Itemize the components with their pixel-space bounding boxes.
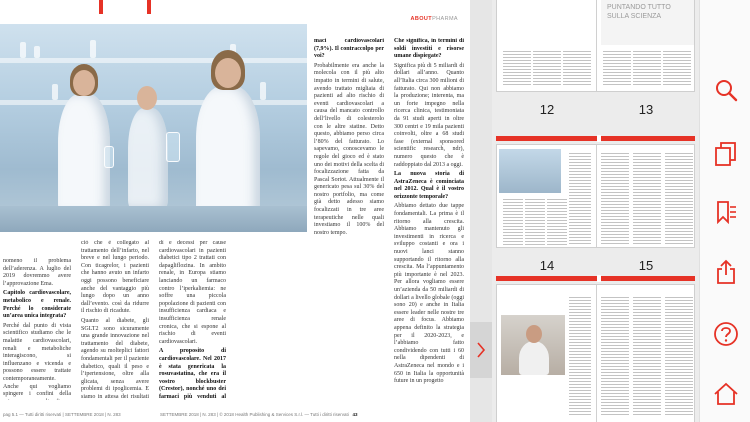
article-column: maci cardiovascolari (7,9%). Il contraccolpo per voi? Probabilmente era anche la molecola con il più alto impatto in termini di salute, avendo trattato migliaia di pazienti ad alto rischio di eventi cardiovascolari a causa del mancato controllo dell’livello di colesterolo con le altre statine. Detto questo, abbiamo perso circa l’80% del fatturato. Lo sapevamo, conoscevamo le regole del gioco ed è stato uno dei motivi della scelta di focalizzazione fatta da Pascal Soriot. Attualmente il genericato pesa sul 30% del nostro portfolio, ma come già detto adesso siamo focalizzati in tre aree terapeutiche nelle quali investiamo il 100% del nostro tempo. <box>314 38 384 236</box>
thumbnail-strip[interactable] <box>492 0 699 422</box>
page-marker <box>147 0 151 14</box>
pages-button[interactable] <box>712 140 740 168</box>
help-button[interactable] <box>712 320 740 348</box>
chevron-right-icon <box>476 341 486 359</box>
search-button[interactable] <box>712 76 740 104</box>
thumbnail-divider <box>496 136 695 141</box>
thumbnail-divider <box>496 276 695 281</box>
article-column: ciò che è collegato al trattamento dell’infarto, nel breve e nel lungo periodo. Con ticagrelor, i pazienti che hanno avuto un infarto oggi possono beneficiare anche del vantaggio più lungo dopo un anno dall’evento. così da ridurre il rischio di ricadute. Quanto al diabete, gli SGLT2 sono sicuramente una grande innovazione nel trattamento del diabete, agendo su molteplici fattori fondamentali per il paziente diabetico, quali il peso e l’ipertensione, oltre alla glicata, senza avere problemi di ipoglicemia. E siamo in attesa dei risultati <box>81 240 149 400</box>
thumbnail-headline: PUNTANDO TUTTO SULLA SCIENZA <box>607 4 671 20</box>
bookmark-button[interactable] <box>712 198 740 226</box>
next-page-button[interactable] <box>470 322 492 378</box>
share-button[interactable] <box>712 258 740 286</box>
search-icon <box>714 78 738 102</box>
pages-icon <box>715 142 737 166</box>
page-footer: pag 5.1 — Tutti diritti riservati | SETTEMBRE 2018 | N. 283 <box>3 412 121 417</box>
page-number: 12 <box>539 102 555 117</box>
side-toolbar <box>699 0 750 422</box>
bookmark-icon <box>715 200 737 224</box>
lab-photo <box>0 24 307 232</box>
page-footer: SETTEMBRE 2018 | N. 283 | © 2018 Health Publishing & Services S.r.l. — Tutti i diritti riservati 43 <box>160 412 358 417</box>
page-number: 15 <box>638 258 654 273</box>
page-number: 14 <box>539 258 555 273</box>
share-icon <box>715 259 737 285</box>
article-column: nomeno il problema dell’aderenza. A luglio del 2019 dovremmo avere l’approvazione Ema. Capitolo cardiovascolare, metabolico e renale. Perché lo considerate un’area unica integrata? Perché dal punto di vista scientifico studiamo che le malattie cardiovascolari, renali e metaboliche interagiscono, si influenzano e vicenda e possono essere trattate contemporaneamente. Anche qui vogliamo spingere i confini della <box>3 258 71 398</box>
article-column: Che significa, in termini di soldi investiti e risorse umane dispiegate? Significa più di 5 miliardi di dollari all’anno. Quanto all’Italia circa 300 milioni di fatturato. Qui non abbiamo la produzione; interenta, ma un forte impegno nella ricerca clinica, testimoniata da 91 studi aperti in oltre 300 centri e 19 mila pazienti coinvolti, oltre a 68 studi fase (external sponsored scientific research, ndr), numero questo che è raddoppiato dal 2013 a oggi. La nuova storia di AstraZeneca è cominciata nel 2012. Qual è il vostro orizzonte temporale? Abbiamo dettato due tappe fondamentali. La prima è il ritorno alla crescita. Abbiamo mantenuto gli investimenti in ricerca e sviluppo costanti e ora i nuovi lanci stanno supportando il ritorno alla crescita. Ma l’appuntamento più importante è nel 2023. Per allora vogliamo essere un’azienda da 50 miliardi di dollari a livello globale (oggi sono 20) e anche in Italia essere leader nelle nostre tre aree di focus. Abbiamo appena definito la strategia per il 2020-2023, e l’abbiamo fatto condividendo con tutti i 60 nella dipendenti di AstraZeneca nel mondo e i 650 in Italia la opportunità future in un progetto <box>394 38 464 385</box>
article-column: dì e decessi per cause cardiovascolari in pazienti diabetici tipo 2 trattati con dapagliflozina. In ambito renale, in Europa stiamo lanciando un farmaco contro l’iperkaliemia: ne soffre una piccola popolazione di pazienti con insufficienza cardiaca e insufficienza renale cronica, che si espone al rischio di eventi cardiovascolari. A proposito di cardiovascolare. Nel 2017 è stata genericata la rosuvastatina, che era il vostro blockbuster (Crestor), nonché uno dei farmaci più venduti al <box>159 240 226 400</box>
help-icon <box>713 321 739 347</box>
page-number: 13 <box>638 102 654 117</box>
section-tag: ABOUTPHARMA <box>410 16 458 22</box>
home-icon <box>713 382 739 406</box>
home-button[interactable] <box>712 380 740 408</box>
page-marker <box>99 0 103 14</box>
